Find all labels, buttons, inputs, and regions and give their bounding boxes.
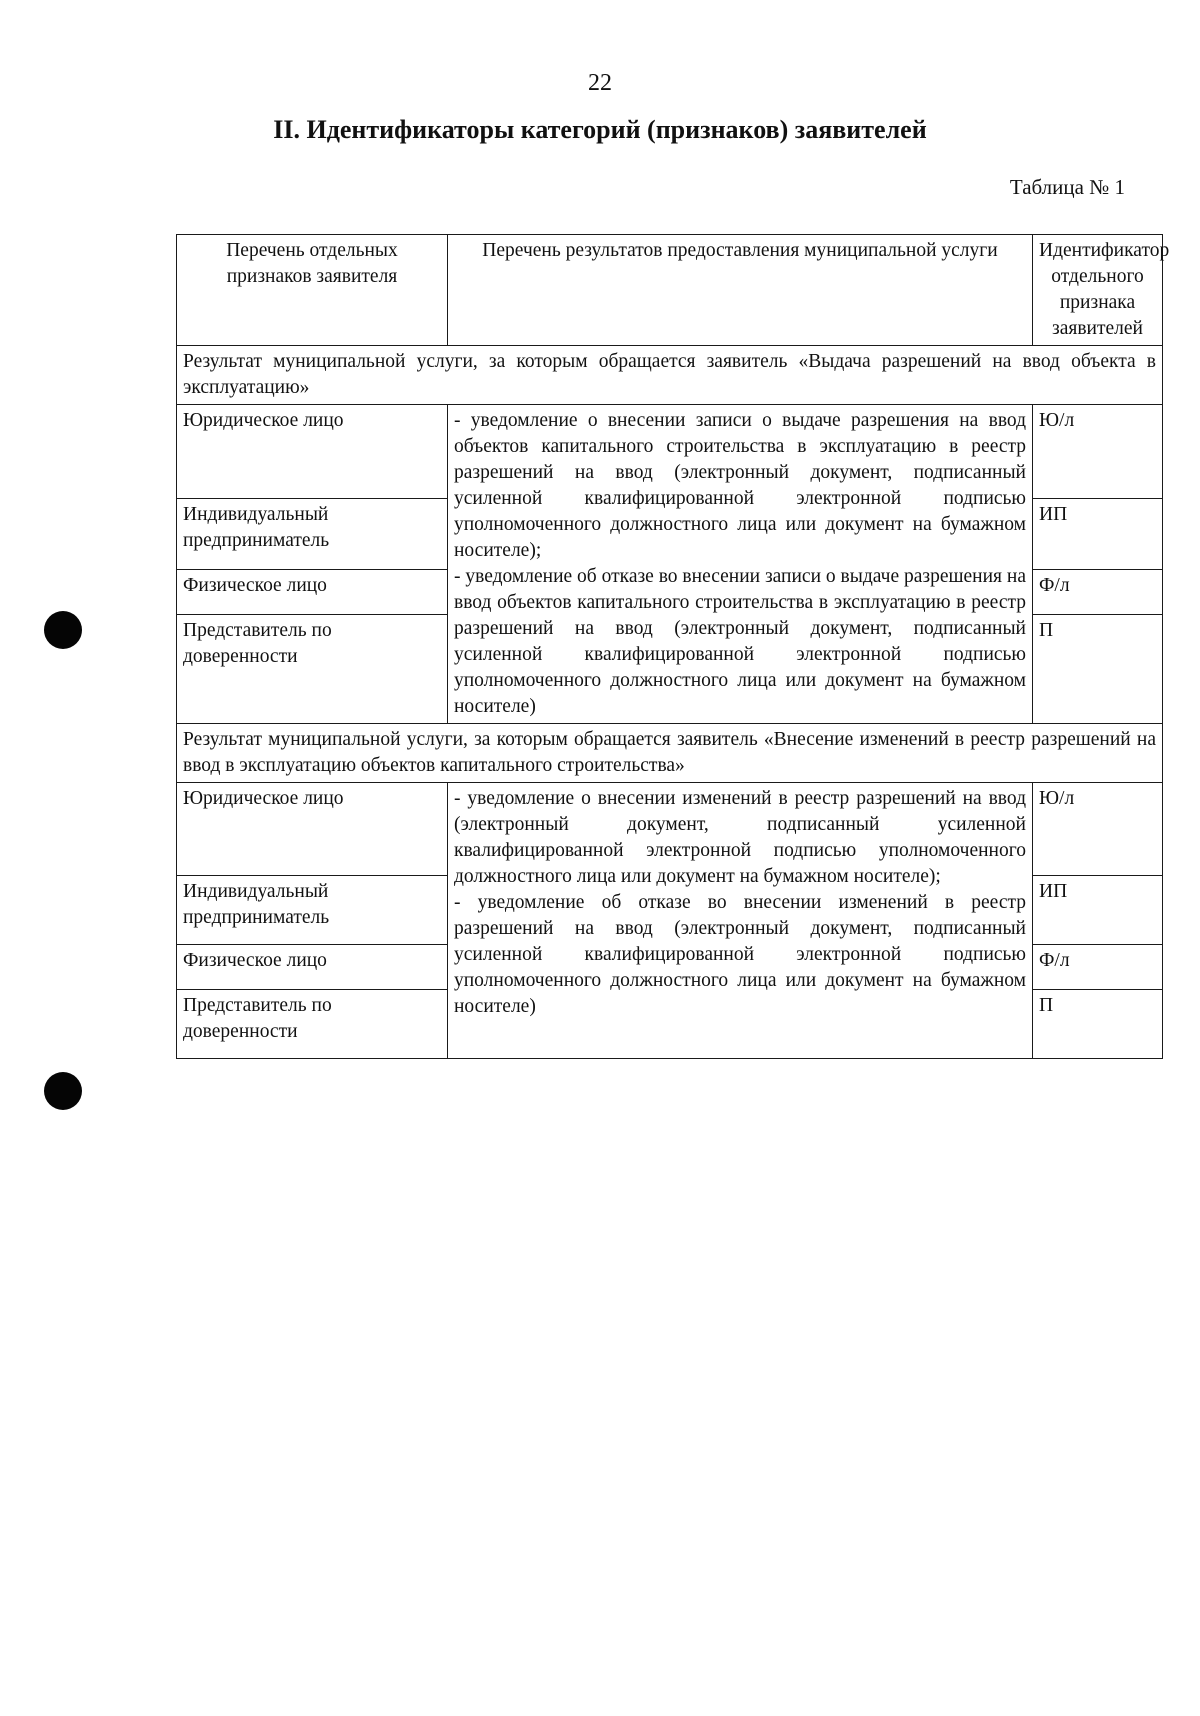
punch-hole-mark: [44, 611, 82, 649]
applicant-category: Индивидуальный предприниматель: [177, 499, 448, 569]
applicant-category: Юридическое лицо: [177, 405, 448, 499]
group-result-text: Результат муниципальной услуги, за которым обращается заявитель «Внесение изменений в реестр разрешений на ввод в эксплуатацию объектов капитального строительства»: [177, 724, 1163, 783]
column-header-identifier: Идентификатор отдельного признака заявителей: [1033, 235, 1163, 346]
applicant-category: Юридическое лицо: [177, 783, 448, 876]
result-item: - уведомление о внесении изменений в реестр разрешений на ввод (электронный документ, подписанный усиленной квалифицированной электронной подписью уполномоченного должностного лица или документ на бумажном носителе);: [454, 788, 1026, 887]
applicant-category: Индивидуальный предприниматель: [177, 876, 448, 945]
result-item: - уведомление о внесении записи о выдаче разрешения на ввод объектов капитального строительства в эксплуатацию в реестр разрешений на ввод (электронный документ, подписанный усиленной квалифицированной электронной подписью уполномоченного должностного лица или документ на бумажном носителе);: [454, 410, 1026, 561]
applicant-identifier: Ф/л: [1033, 569, 1163, 615]
applicant-category: Представитель по доверенности: [177, 615, 448, 724]
applicant-category: Физическое лицо: [177, 945, 448, 990]
applicant-category: Представитель по доверенности: [177, 990, 448, 1059]
section-title: II. Идентификаторы категорий (признаков) заявителей: [273, 115, 927, 144]
group-result-text: Результат муниципальной услуги, за которым обращается заявитель «Выдача разрешений на ввод объекта в эксплуатацию»: [177, 346, 1163, 405]
group-result-row: [177, 724, 1163, 783]
punch-hole-mark: [44, 1072, 82, 1110]
identifiers-table: [176, 234, 1170, 1059]
table-caption: Таблица № 1: [1009, 175, 1125, 199]
applicant-identifier: П: [1033, 615, 1163, 724]
applicant-identifier: П: [1033, 990, 1163, 1059]
applicant-identifier: Ю/л: [1033, 783, 1163, 876]
applicant-identifier: Ю/л: [1033, 405, 1163, 499]
column-header-applicant-features: Перечень отдельных признаков заявителя: [177, 235, 448, 346]
table-row: [177, 405, 1163, 499]
applicant-category: Физическое лицо: [177, 569, 448, 615]
page-number: 22: [588, 70, 612, 96]
table-header-row: [177, 235, 1163, 346]
table-row: [177, 783, 1163, 876]
applicant-identifier: Ф/л: [1033, 945, 1163, 990]
applicant-identifier: ИП: [1033, 876, 1163, 945]
result-item: - уведомление об отказе во внесении изменений в реестр разрешений на ввод (электронный документ, подписанный усиленной квалифицированной электронной подписью уполномоченного должностного лица или документ на бумажном носителе): [454, 892, 1026, 1017]
group-result-row: [177, 346, 1163, 405]
column-header-service-results: Перечень результатов предоставления муниципальной услуги: [448, 235, 1033, 346]
result-item: - уведомление об отказе во внесении записи о выдаче разрешения на ввод объектов капитального строительства в эксплуатацию в реестр разрешений на ввод (электронный документ, подписанный усиленной квалифицированной электронной подписью уполномоченного должностного лица или документ на бумажном носителе): [454, 566, 1026, 717]
service-results-cell: [448, 405, 1033, 724]
service-results-cell: [448, 783, 1033, 1059]
applicant-identifier: ИП: [1033, 499, 1163, 569]
